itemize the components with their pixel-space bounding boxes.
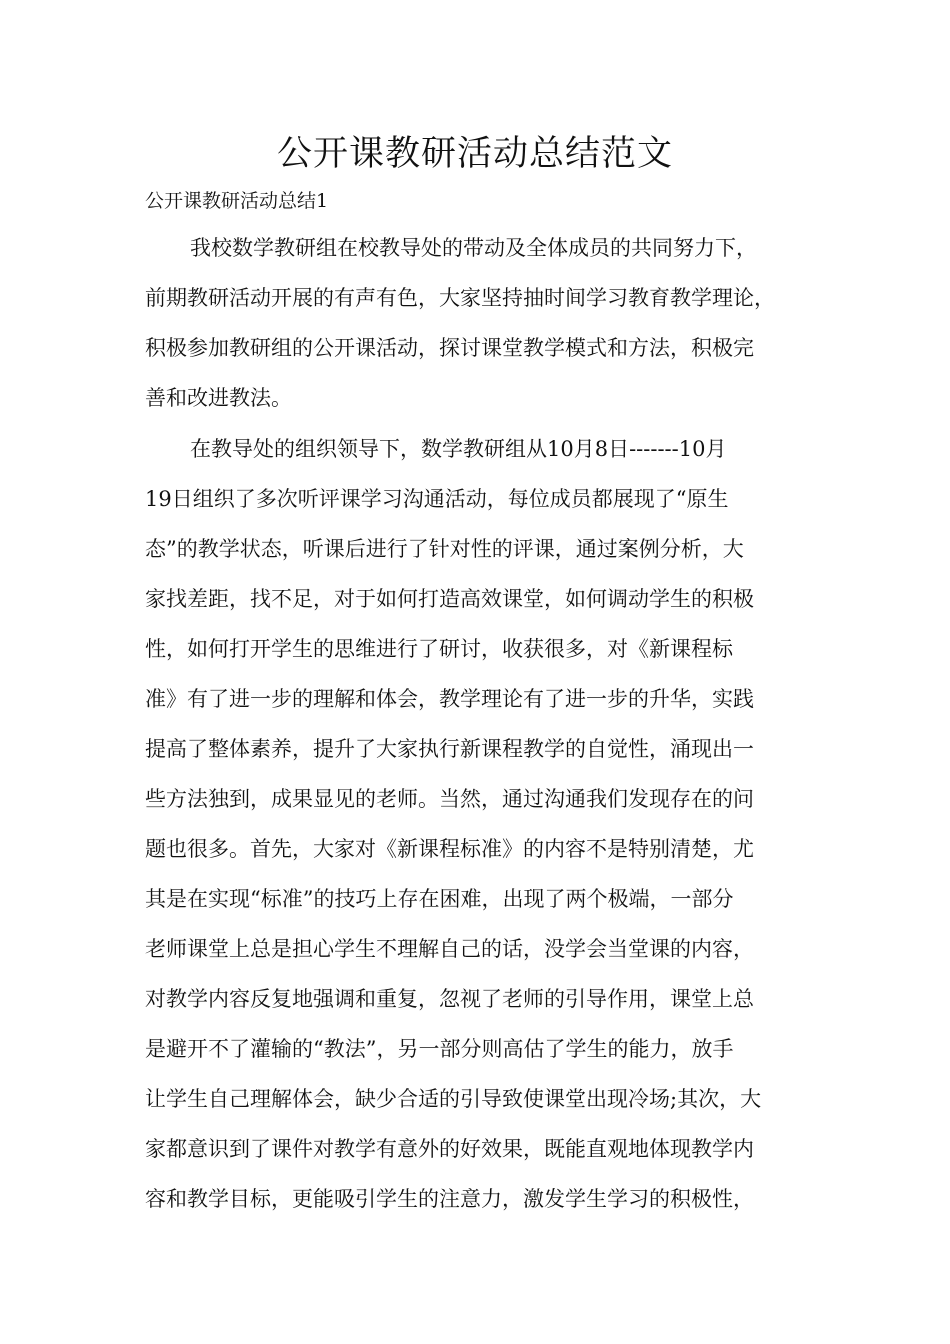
paragraph-line: 性，如何打开学生的思维进行了研讨，收获很多，对《新课程标 xyxy=(145,637,733,661)
paragraph-line: 老师课堂上总是担心学生不理解自己的话，没学会当堂课的内容， xyxy=(145,937,754,961)
paragraph-line: 对教学内容反复地强调和重复，忽视了老师的引导作用，课堂上总 xyxy=(145,987,754,1011)
paragraph-line: 善和改进教法。 xyxy=(145,386,292,410)
paragraph-line: 是避开不了灌输的“教法”，另一部分则高估了学生的能力，放手 xyxy=(145,1037,734,1061)
document-title: 公开课教研活动总结范文 xyxy=(276,134,673,174)
paragraph-line: 积极参加教研组的公开课活动，探讨课堂教学模式和方法，积极完 xyxy=(145,336,754,360)
paragraph-1 xyxy=(145,223,775,423)
paragraph-2 xyxy=(145,424,761,1224)
paragraph-line: 其是在实现“标准”的技巧上存在困难，出现了两个极端，一部分 xyxy=(145,887,734,911)
paragraph-line: 家找差距，找不足，对于如何打造高效课堂，如何调动学生的积极 xyxy=(145,587,754,611)
paragraph-line: 我校数学教研组在校教导处的带动及全体成员的共同努力下， xyxy=(190,236,757,260)
paragraph-line: 准》有了进一步的理解和体会，教学理论有了进一步的升华，实践 xyxy=(145,687,754,711)
section-heading: 公开课教研活动总结1 xyxy=(145,190,329,212)
paragraph-line: 态”的教学状态，听课后进行了针对性的评课，通过案例分析，大 xyxy=(145,537,744,561)
paragraph-line: 题也很多。首先，大家对《新课程标准》的内容不是特别清楚，尤 xyxy=(145,837,754,861)
paragraph-line: 容和教学目标，更能吸引学生的注意力，激发学生学习的积极性， xyxy=(145,1187,754,1211)
paragraph-line: 提高了整体素养，提升了大家执行新课程教学的自觉性，涌现出一 xyxy=(145,737,754,761)
paragraph-line: 家都意识到了课件对教学有意外的好效果，既能直观地体现教学内 xyxy=(145,1137,754,1161)
paragraph-line: 前期教研活动开展的有声有色，大家坚持抽时间学习教育教学理论， xyxy=(145,286,775,310)
paragraph-line: 让学生自己理解体会，缺少合适的引导致使课堂出现冷场;其次，大 xyxy=(145,1087,762,1111)
paragraph-line: 在教导处的组织领导下，数学教研组从10月8日-------10月 xyxy=(190,437,727,461)
paragraph-line: 些方法独到，成果显见的老师。当然，通过沟通我们发现存在的问 xyxy=(145,787,754,811)
paragraph-line: 19日组织了多次听评课学习沟通活动，每位成员都展现了“原生 xyxy=(145,487,729,511)
